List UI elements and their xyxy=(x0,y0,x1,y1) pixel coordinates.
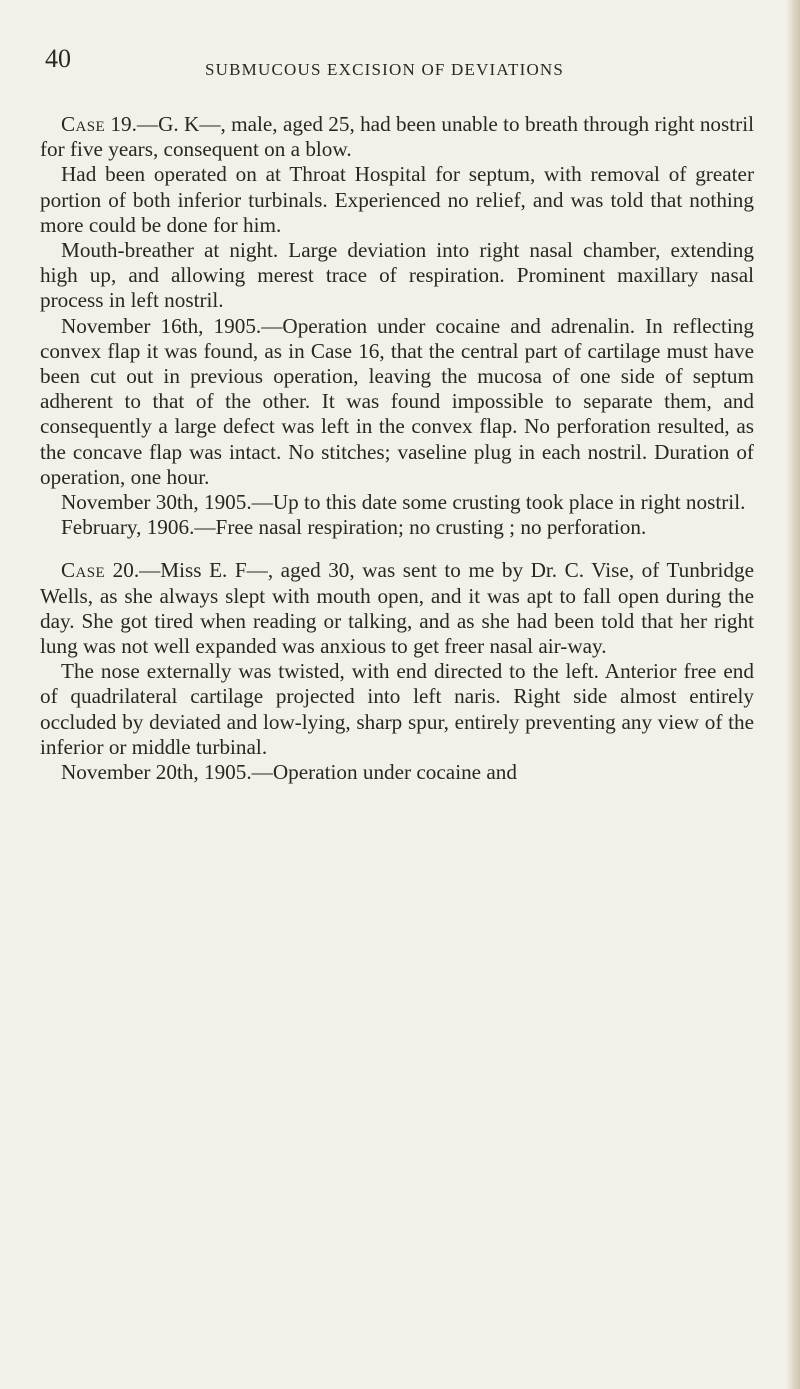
paragraph-text: November 20th, 1905.—Operation under cocaine and xyxy=(61,760,517,785)
page-body xyxy=(40,112,754,785)
page-edge-shadow xyxy=(786,0,800,1389)
paragraph-text: Mouth-breather at night. Large deviation into right nasal chamber, extending high up, and allowing merest trace of respiration. Prominent maxillary nasal process in left nostril. xyxy=(40,238,754,313)
paragraph-followup-february xyxy=(40,515,754,540)
paragraph-text: November 30th, 1905.—Up to this date some crusting took place in right nostril. xyxy=(61,490,746,515)
paragraph-case-20-operation xyxy=(40,760,754,785)
page-number: 40 xyxy=(45,44,71,73)
paragraph-followup-november xyxy=(40,490,754,515)
paragraph-text: 20.—Miss E. F—, aged 30, was sent to me by Dr. C. Vise, of Tunbridge Wells, as she always slept with mouth open, and it was apt to fall open during the day. She got tired when reading or talking, and as she had been told that her right lung was not well expanded was anxious to get freer nasal air-way. xyxy=(40,558,754,659)
paragraph-text: February, 1906.—Free nasal respiration; no crusting ; no perforation. xyxy=(61,515,647,540)
paragraph-case-20-examination xyxy=(40,659,754,760)
paragraph-examination xyxy=(40,238,754,314)
paragraph-case-20-intro xyxy=(40,558,754,659)
case-label: Case xyxy=(61,558,106,583)
paragraph-text: The nose externally was twisted, with end directed to the left. Anterior free end of quadrilateral cartilage projected into left naris. Right side almost entirely occluded by deviated and low-lying, sharp spur, entirely preventing any view of the inferior or middle turbinal. xyxy=(40,659,754,759)
paragraph-previous-operation xyxy=(40,162,754,238)
paragraph-text: Had been operated on at Throat Hospital for septum, with removal of greater portion of both inferior turbinals. Experienced no relief, and was told that nothing more could be done for him. xyxy=(40,162,754,237)
running-title: SUBMUCOUS EXCISION OF DEVIATIONS xyxy=(205,60,565,79)
paragraph-text: 19.—G. K—, male, aged 25, had been unable to breath through right nostril for five years, consequent on a blow. xyxy=(40,112,754,162)
paragraph-case-19-intro xyxy=(40,112,754,162)
case-label: Case xyxy=(61,112,106,136)
paragraph-text: November 16th, 1905.—Operation under cocaine and adrenalin. In reflecting convex flap it was found, as in Case 16, that the central part of cartilage must have been cut out in previous operation, leaving the mucosa of one side of septum adherent to that of the other. It was found impossible to separate them, and consequently a large defect was left in the convex flap. No perforation resulted, as the concave flap was intact. No stitches; vaseline plug in each nostril. Duration of operation, one hour. xyxy=(40,313,754,489)
paragraph-operation xyxy=(40,314,754,490)
